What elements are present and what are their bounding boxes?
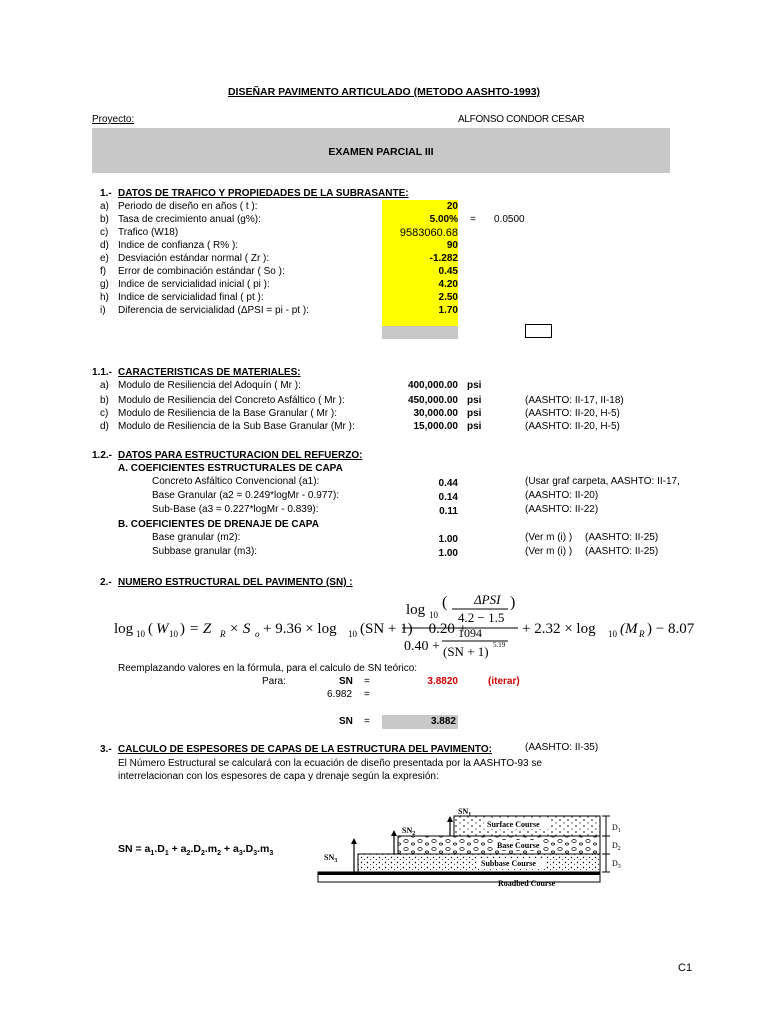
equals-sign: = xyxy=(364,676,370,687)
row-key: i) xyxy=(100,305,106,316)
row-key: e) xyxy=(100,253,109,264)
row-value: 0.45 xyxy=(438,266,458,277)
row-value: 400,000.00 xyxy=(407,380,458,391)
sn-theoretical-value: 3.8820 xyxy=(427,676,458,687)
row-key: a) xyxy=(100,380,109,391)
row-value: 15,000.00 xyxy=(413,421,458,432)
svg-text:): ) xyxy=(510,594,516,611)
row-key: d) xyxy=(100,240,109,251)
row-key: b) xyxy=(100,214,109,225)
svg-text:(M: (M xyxy=(620,621,638,637)
para-label: Para: xyxy=(262,676,286,687)
row-key: b) xyxy=(100,395,109,406)
coef-value: 0.14 xyxy=(438,492,458,503)
svg-text:10: 10 xyxy=(136,629,145,639)
aashto-formula xyxy=(112,592,695,662)
row-unit: psi xyxy=(467,408,482,419)
row-unit: psi xyxy=(467,421,482,432)
svg-text:o: o xyxy=(255,629,260,639)
svg-text:(SN + 1): (SN + 1) xyxy=(443,644,489,659)
svg-text:1094: 1094 xyxy=(458,626,482,640)
sn-final-value: 3.882 xyxy=(382,715,458,729)
pavement-layers-figure xyxy=(318,806,628,890)
section-3-heading: CALCULO DE ESPESORES DE CAPAS DE LA ESTRUCTURA DEL PAVIMENTO: xyxy=(118,744,492,755)
svg-text:ΔPSI: ΔPSI xyxy=(474,592,501,607)
equals-sign: = xyxy=(364,689,370,700)
row-value: 30,000.00 xyxy=(413,408,458,419)
check-value: 6.982 xyxy=(327,689,353,700)
svg-text:= Z: = Z xyxy=(189,621,212,637)
section-3-text-2: interrelacionan con los espesores de capa y drenaje según la expresión: xyxy=(118,771,439,782)
drain-label: Base granular (m2): xyxy=(152,532,241,543)
equals-sign: = xyxy=(364,716,370,727)
row-unit: psi xyxy=(467,380,482,391)
row-value: -1.282 xyxy=(429,253,458,264)
row-value: 450,000.00 xyxy=(407,395,458,406)
row-value: 2.50 xyxy=(438,292,458,303)
document-title: DISEÑAR PAVIMENTO ARTICULADO (METODO AASHTO-1993) xyxy=(227,86,541,98)
row-value: 5.00% xyxy=(429,214,458,225)
row-label: Modulo de Resiliencia del Concreto Asfáltico ( Mr ): xyxy=(118,395,345,406)
coef-value: 0.44 xyxy=(438,478,458,489)
svg-text:+ 2.32 × log: + 2.32 × log xyxy=(522,621,596,637)
row-reference: (AASHTO: II-20, H-5) xyxy=(525,421,620,432)
row-key: g) xyxy=(100,279,109,290)
row-value: 9583060.68 xyxy=(399,227,458,239)
coef-label: Concreto Asfáltico Convencional (a1): xyxy=(152,476,320,487)
drain-reference: (Ver m (i) ) xyxy=(525,546,573,557)
row-label: Trafico (W18) xyxy=(118,227,179,238)
section-3-num: 3.- xyxy=(100,744,112,755)
svg-text:(: ( xyxy=(148,621,153,637)
svg-text:SN1: $SN_1$ xyxy=(458,807,472,818)
section-12-heading: DATOS PARA ESTRUCTURACION DEL REFUERZO: xyxy=(118,450,363,461)
subsection-b-heading: B. COEFICIENTES DE DRENAJE DE CAPA xyxy=(118,519,319,530)
coef-label: Base Granular (a2 = 0.249*logMr - 0.977): xyxy=(152,490,340,501)
replace-intro: Reemplazando valores en la fórmula, para el calculo de SN teórico: xyxy=(118,663,418,674)
svg-text:W: W xyxy=(156,621,169,637)
row-key: f) xyxy=(100,266,107,277)
row-label: Modulo de Resiliencia del Adoquín ( Mr ): xyxy=(118,380,301,391)
svg-text:+ 9.36 × log: + 9.36 × log xyxy=(263,621,337,637)
row-key: c) xyxy=(100,227,109,238)
row-label: Modulo de Resiliencia de la Sub Base Granular (Mr ): xyxy=(118,421,355,432)
drain-reference-aashto: (AASHTO: II-25) xyxy=(585,546,659,557)
row-extra-value: 0.0500 xyxy=(494,214,525,225)
row-label: Indice de servicialidad final ( pt ): xyxy=(118,292,264,303)
svg-text:R: R xyxy=(220,629,226,639)
svg-text:10: 10 xyxy=(608,629,617,639)
row-value: 4.20 xyxy=(438,279,458,290)
coef-reference: (AASHTO: II-22) xyxy=(525,504,599,515)
coef-value: 0.11 xyxy=(439,506,458,517)
section-11-num: 1.1.- xyxy=(92,367,113,378)
row-reference: (AASHTO: II-20, H-5) xyxy=(525,408,620,419)
row-label: Desviación estándar normal ( Zr ): xyxy=(118,253,270,264)
page-number: C1 xyxy=(678,962,693,974)
section-11-heading: CARACTERISTICAS DE MATERIALES: xyxy=(118,367,301,378)
svg-text:D2: $D_2$ xyxy=(612,841,621,852)
svg-text:10: 10 xyxy=(169,629,178,639)
svg-text:5.19: 5.19 xyxy=(493,641,506,649)
drain-value: 1.00 xyxy=(438,548,458,559)
row-unit: psi xyxy=(467,395,482,406)
row-label: Modulo de Resiliencia de la Base Granular ( Mr ): xyxy=(118,408,337,419)
svg-text:D3: $D_3$ xyxy=(612,859,621,870)
row-label: Indice de servicialidad inicial ( pi ): xyxy=(118,279,270,290)
svg-text:R: R xyxy=(639,629,645,639)
svg-text:D1: $D_1$ xyxy=(612,823,621,834)
row-label: Periodo de diseño en años ( t ): xyxy=(118,201,258,212)
empty-box xyxy=(525,324,552,338)
drain-reference-aashto: (AASHTO: II-25) xyxy=(585,532,659,543)
coef-reference: (AASHTO: II-20) xyxy=(525,490,599,501)
coef-reference: (Usar graf carpeta, AASHTO: II-17, xyxy=(525,476,680,487)
svg-text:): ) xyxy=(180,621,185,637)
svg-text:log: log xyxy=(406,602,426,618)
subbase-course-label: Subbase Course xyxy=(481,859,536,868)
row-value: 90 xyxy=(446,240,458,251)
section-12-num: 1.2.- xyxy=(92,450,113,461)
svg-text:4.2 − 1.5: 4.2 − 1.5 xyxy=(458,610,505,625)
sn-thickness-equation: SN = $a_1.D_1 + a_2.D_2.m_2 + a_3.D_3.m_3$ xyxy=(118,843,274,858)
section-3-text-1: El Número Estructural se calculará con la ecuación de diseño presentada por la AASHTO-93 se xyxy=(118,758,542,769)
row-label: Error de combinación estándar ( So ): xyxy=(118,266,285,277)
drain-value: 1.00 xyxy=(438,534,458,545)
shaded-cell xyxy=(382,326,458,339)
row-value: 20 xyxy=(446,201,458,212)
subsection-a-heading: A. COEFICIENTES ESTRUCTURALES DE CAPA xyxy=(118,463,343,474)
svg-text:0.40 +: 0.40 + xyxy=(404,639,440,654)
row-label: Diferencia de servicialidad (ΔPSI = pi - pt ): xyxy=(118,305,309,316)
svg-text:log: log xyxy=(114,621,134,637)
sn-final-label: SN xyxy=(339,716,353,727)
equals-sign: = xyxy=(470,214,476,225)
row-label: Indice de confianza ( R% ): xyxy=(118,240,239,251)
roadbed-course-label: Roadbed Course xyxy=(498,879,556,888)
row-reference: (AASHTO: II-17, II-18) xyxy=(525,395,624,406)
surface-course-label: Surface Course xyxy=(487,820,540,829)
row-label: Tasa de crecimiento anual (g%): xyxy=(118,214,261,225)
svg-text:SN2: $SN_2$ xyxy=(402,826,416,837)
drain-reference: (Ver m (i) ) xyxy=(525,532,573,543)
row-key: h) xyxy=(100,292,109,303)
base-course-label: Base Course xyxy=(497,841,540,850)
svg-text:× S: × S xyxy=(229,621,251,637)
svg-text:(: ( xyxy=(442,594,448,611)
svg-text:SN3: $SN_3$ xyxy=(324,853,338,864)
iterate-note: (iterar) xyxy=(488,676,520,687)
section-2-num: 2.- xyxy=(100,577,112,588)
svg-text:(SN + 1) − 0.20 +: (SN + 1) − 0.20 + xyxy=(360,621,468,637)
row-key: a) xyxy=(100,201,109,212)
project-author: ALFONSO CONDOR CESAR xyxy=(458,114,585,125)
section-1-num: 1.- xyxy=(100,188,112,199)
row-key: c) xyxy=(100,408,109,419)
section-2-heading: NUMERO ESTRUCTURAL DEL PAVIMENTO (SN) : xyxy=(118,577,353,588)
svg-text:) − 8.07: ) − 8.07 xyxy=(647,621,695,637)
exam-title: EXAMEN PARCIAL III xyxy=(328,146,434,158)
row-value: 1.70 xyxy=(438,305,458,316)
drain-label: Subbase granular (m3): xyxy=(152,546,258,557)
sn-label: SN xyxy=(339,676,353,687)
section-3-ref: (AASHTO: II-35) xyxy=(525,742,599,753)
svg-text:10: 10 xyxy=(429,610,438,620)
project-label: Proyecto: xyxy=(92,114,135,125)
svg-text:10: 10 xyxy=(348,629,357,639)
row-key: d) xyxy=(100,421,109,432)
section-1-heading: DATOS DE TRAFICO Y PROPIEDADES DE LA SUBRASANTE: xyxy=(118,188,409,199)
coef-label: Sub-Base (a3 = 0.227*logMr - 0.839): xyxy=(152,504,319,515)
